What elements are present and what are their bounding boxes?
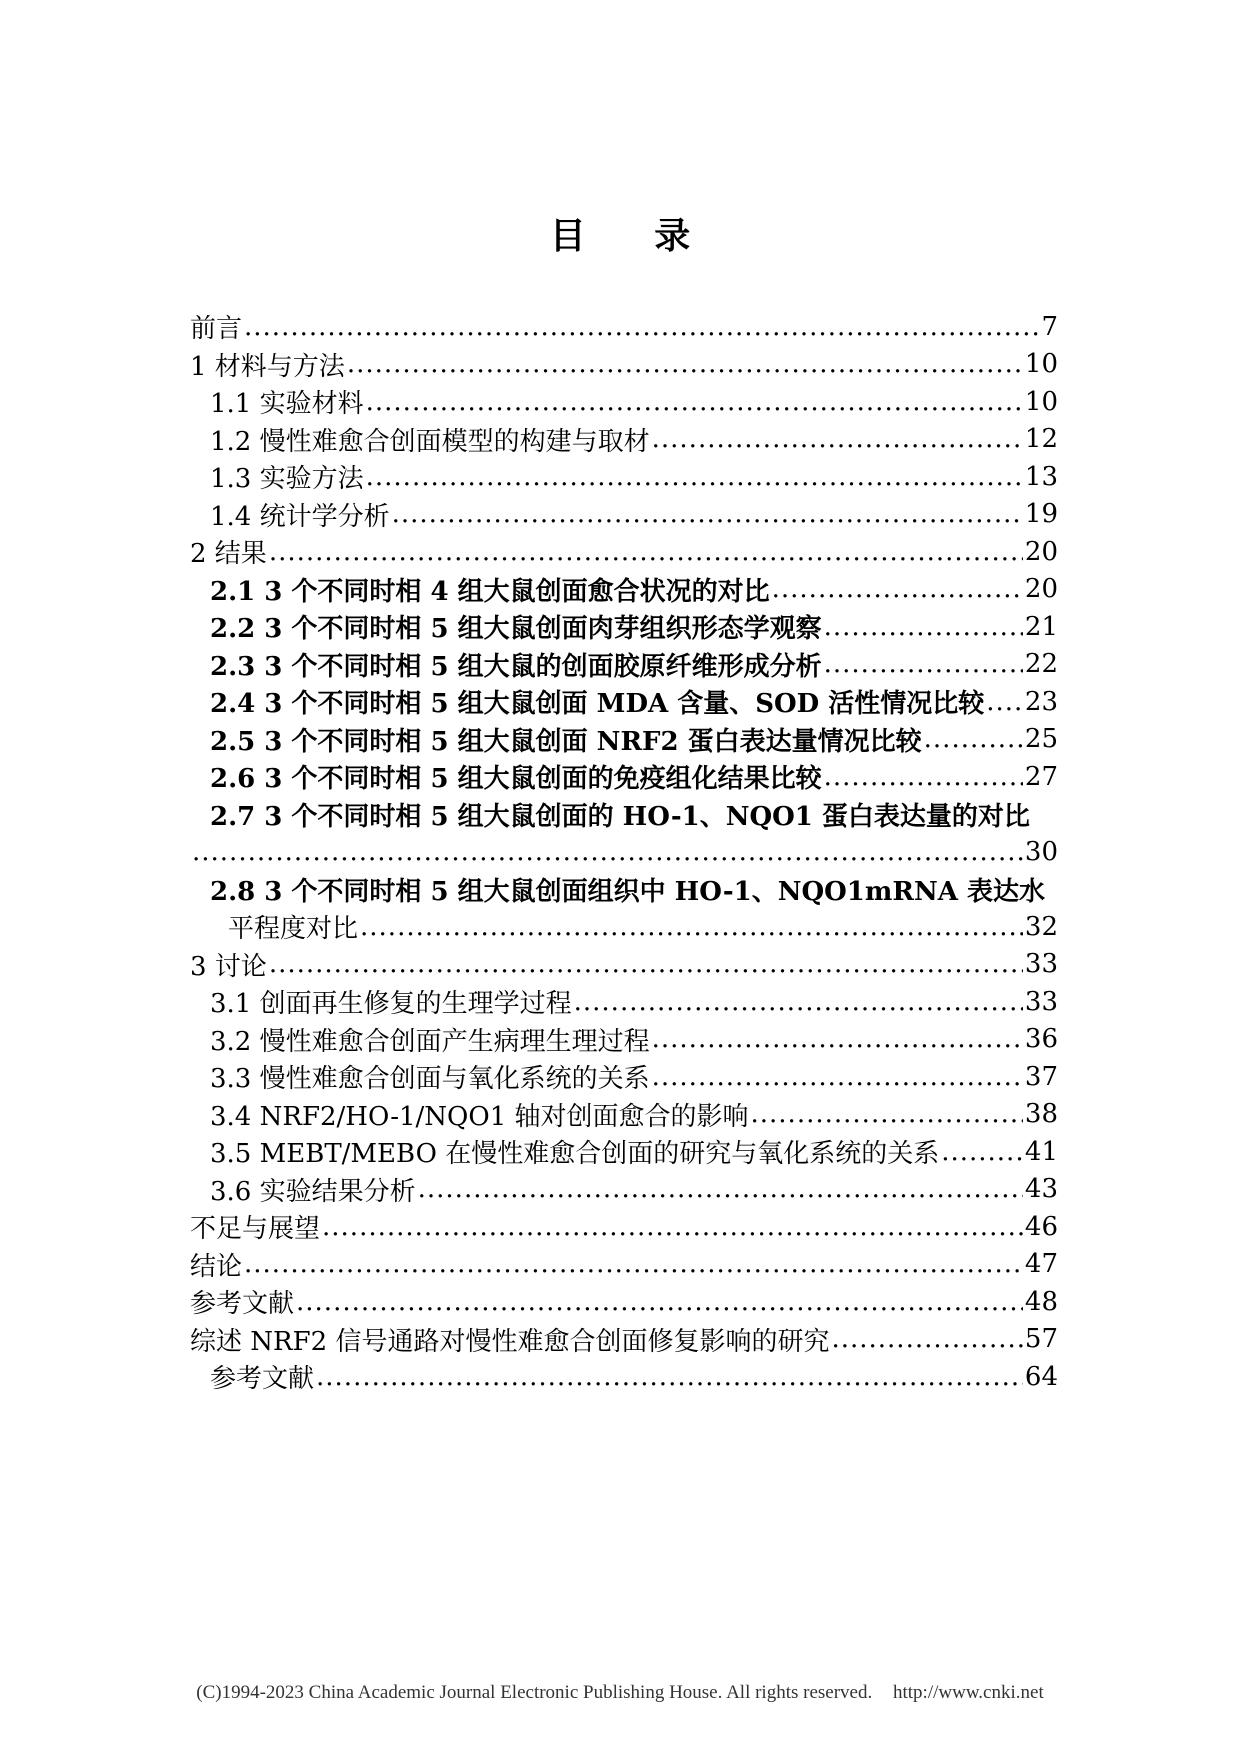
toc-page-number: 21 [1024, 611, 1058, 642]
dot-leader [986, 687, 1023, 717]
toc-entry[interactable] [190, 758, 1058, 796]
toc-entry-title: 3.6 实验结果分析 [210, 1171, 418, 1208]
dot-leader [831, 1324, 1022, 1354]
toc-entry-title: 2.3 3 个不同时相 5 组大鼠的创面胶原纤维形成分析 [210, 646, 824, 683]
toc-entry[interactable] [190, 1283, 1058, 1321]
toc-entry-title-continued: 平程度对比 [228, 908, 360, 945]
toc-entry[interactable] [190, 608, 1058, 646]
toc-entry-title: 综述 NRF2 信号通路对慢性难愈合创面修复影响的研究 [190, 1321, 831, 1358]
toc-page-number: 13 [1024, 461, 1058, 492]
toc-entry-title: 3.2 慢性难愈合创面产生病理生理过程 [210, 1021, 652, 1058]
toc-entry-title: 1.3 实验方法 [210, 458, 366, 495]
toc-entry[interactable] [190, 646, 1058, 684]
toc-entry[interactable] [190, 871, 1058, 946]
dot-leader [244, 1249, 1023, 1279]
toc-page-number: 25 [1024, 724, 1058, 755]
toc-entry-title: 2 结果 [190, 533, 269, 570]
toc-page-number: 27 [1024, 761, 1058, 792]
dot-leader [824, 762, 1023, 792]
toc-page-number: 30 [1024, 836, 1058, 867]
toc-page-number: 10 [1024, 386, 1058, 417]
dot-leader [360, 912, 1023, 942]
toc-page-number: 32 [1024, 911, 1058, 942]
page-title: 目 录 [549, 215, 719, 257]
toc-entry-title: 参考文献 [190, 1283, 296, 1320]
toc-entry[interactable] [190, 796, 1058, 871]
toc-entry[interactable] [190, 1058, 1058, 1096]
toc-entry[interactable] [190, 1321, 1058, 1359]
toc-entry[interactable] [190, 1171, 1058, 1209]
toc-page-number: 10 [1024, 349, 1058, 380]
toc-page-number: 33 [1024, 949, 1058, 980]
dot-leader [347, 349, 1023, 379]
toc-entry[interactable] [190, 1358, 1058, 1396]
toc-entry-title: 1.2 慢性难愈合创面模型的构建与取材 [210, 421, 652, 458]
toc-entry[interactable] [190, 383, 1058, 421]
toc-entry-title: 2.4 3 个不同时相 5 组大鼠创面 MDA 含量、SOD 活性情况比较 [210, 683, 986, 720]
toc-entry[interactable] [190, 683, 1058, 721]
toc-entry[interactable] [190, 571, 1058, 609]
toc-page-number: 64 [1024, 1361, 1058, 1392]
toc-entry[interactable] [190, 1096, 1058, 1134]
toc-page-number: 22 [1024, 649, 1058, 680]
toc-page-number: 47 [1024, 1249, 1058, 1280]
dot-leader [824, 649, 1023, 679]
toc-entry-title: 2.8 3 个不同时相 5 组大鼠创面组织中 HO-1、NQO1mRNA 表达水 [210, 871, 1047, 908]
dot-leader [751, 1099, 1023, 1129]
dot-leader [574, 987, 1023, 1017]
dot-leader [772, 574, 1023, 604]
toc-page-number: 43 [1024, 1174, 1058, 1205]
toc-entry[interactable] [190, 308, 1058, 346]
dot-leader [366, 387, 1023, 417]
toc-entry[interactable] [190, 1021, 1058, 1059]
toc-entry-title: 1.4 统计学分析 [210, 496, 392, 533]
toc-entry-title: 1.1 实验材料 [210, 383, 366, 420]
site-url[interactable]: http://www.cnki.net [892, 1682, 1044, 1703]
toc-page-number: 20 [1024, 536, 1058, 567]
toc-entry[interactable] [190, 1246, 1058, 1284]
dot-leader [941, 1137, 1023, 1167]
toc-entry-title: 2.6 3 个不同时相 5 组大鼠创面的免疫组化结果比较 [210, 758, 824, 795]
toc-entry-title: 1 材料与方法 [190, 346, 347, 383]
toc-entry-title: 结论 [190, 1246, 244, 1283]
toc-entry[interactable] [190, 458, 1058, 496]
dot-leader [652, 1062, 1023, 1092]
toc-entry[interactable] [190, 946, 1058, 984]
dot-leader [192, 837, 1023, 867]
toc-entry-title: 3.1 创面再生修复的生理学过程 [210, 983, 574, 1020]
toc-page-number: 37 [1024, 1061, 1058, 1092]
toc-entry[interactable] [190, 496, 1058, 534]
toc-page-number: 23 [1024, 686, 1058, 717]
toc-page-number: 57 [1024, 1324, 1058, 1355]
toc-entry-title: 前言 [190, 308, 244, 345]
dot-leader [652, 1024, 1023, 1054]
dot-leader [924, 724, 1023, 754]
toc-entry-title: 不足与展望 [190, 1208, 322, 1245]
toc-page-number: 33 [1024, 986, 1058, 1017]
toc-entry-title: 2.7 3 个不同时相 5 组大鼠创面的 HO-1、NQO1 蛋白表达量的对比 [210, 796, 1032, 833]
toc-entry-title: 3.5 MEBT/MEBO 在慢性难愈合创面的研究与氧化系统的关系 [210, 1133, 941, 1170]
toc-entry[interactable] [190, 346, 1058, 384]
toc-page-number: 46 [1024, 1211, 1058, 1242]
toc-entry-title: 3.3 慢性难愈合创面与氧化系统的关系 [210, 1058, 652, 1095]
dot-leader [316, 1362, 1023, 1392]
toc-entry-title: 3 讨论 [190, 946, 269, 983]
toc-entry-title: 参考文献 [210, 1358, 316, 1395]
dot-leader [296, 1287, 1023, 1317]
copyright-footer [0, 1682, 1240, 1704]
toc-entry-title: 2.2 3 个不同时相 5 组大鼠创面肉芽组织形态学观察 [210, 608, 824, 645]
toc-entry-title: 2.1 3 个不同时相 4 组大鼠创面愈合状况的对比 [210, 571, 772, 608]
toc-page-number: 38 [1024, 1099, 1058, 1130]
dot-leader [244, 312, 1039, 342]
toc-page-number: 12 [1024, 424, 1058, 455]
dot-leader [269, 537, 1023, 567]
toc-page-number: 19 [1024, 499, 1058, 530]
dot-leader [366, 462, 1023, 492]
toc-entry[interactable] [190, 983, 1058, 1021]
toc-entry[interactable] [190, 421, 1058, 459]
dot-leader [392, 499, 1023, 529]
toc-page-number: 20 [1024, 574, 1058, 605]
toc-entry[interactable] [190, 1208, 1058, 1246]
dot-leader [824, 612, 1023, 642]
table-of-contents [190, 308, 1058, 1396]
dot-leader [652, 424, 1023, 454]
toc-page-number: 36 [1024, 1024, 1058, 1055]
toc-page-number: 7 [1041, 311, 1058, 342]
toc-page-number: 41 [1024, 1136, 1058, 1167]
dot-leader [418, 1174, 1023, 1204]
toc-entry-title: 3.4 NRF2/HO-1/NQO1 轴对创面愈合的影响 [210, 1096, 751, 1133]
dot-leader [269, 949, 1023, 979]
dot-leader [322, 1212, 1023, 1242]
toc-entry[interactable] [190, 533, 1058, 571]
copyright-text: (C)1994-2023 China Academic Journal Electronic Publishing House. All rights reserved. [196, 1682, 873, 1703]
toc-entry[interactable] [190, 1133, 1058, 1171]
toc-page-number: 48 [1024, 1286, 1058, 1317]
toc-entry[interactable] [190, 721, 1058, 759]
toc-entry-title: 2.5 3 个不同时相 5 组大鼠创面 NRF2 蛋白表达量情况比较 [210, 721, 924, 758]
